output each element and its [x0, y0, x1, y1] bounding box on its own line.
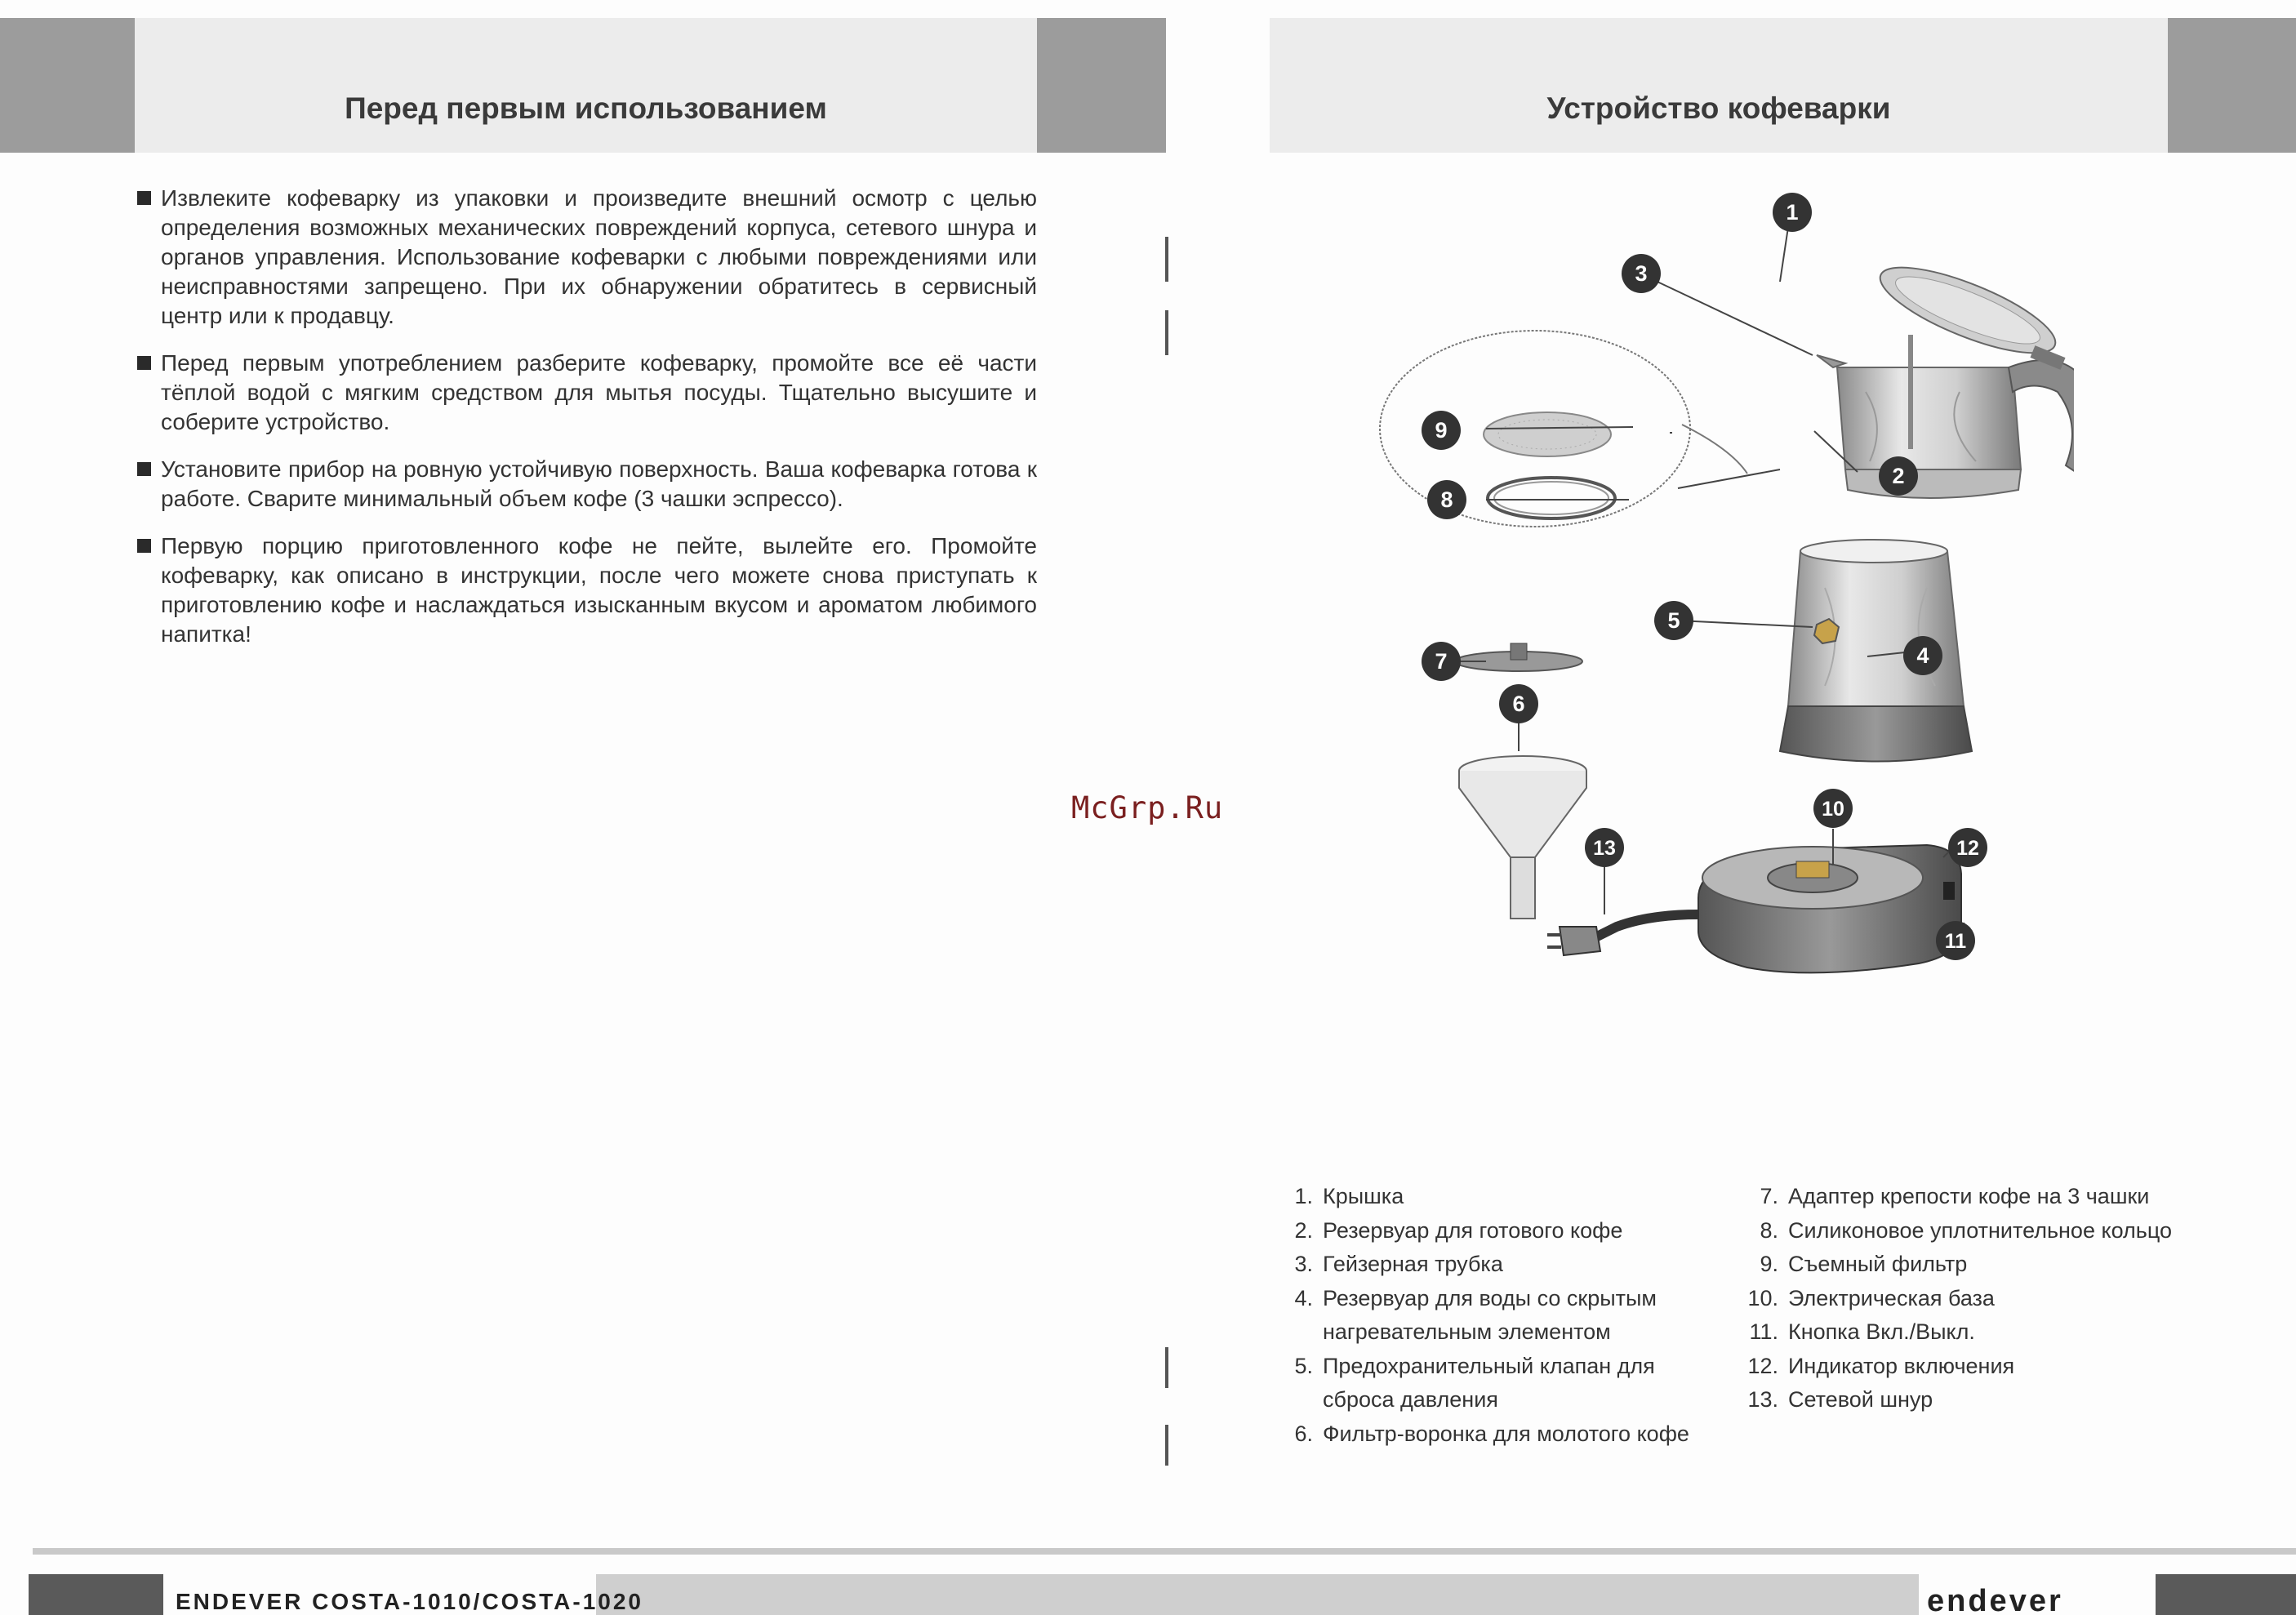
- callout-11: [1936, 921, 1975, 960]
- spine-mark: [1165, 1425, 1168, 1466]
- electric-base-part: [1698, 845, 1961, 972]
- list-item: 1. Крышка: [1294, 1184, 1404, 1208]
- svg-text:11: 11: [1944, 930, 1967, 953]
- list-item: 2. Резервуар для готового кофе: [1294, 1217, 1623, 1243]
- footer-dark-block-right: [2156, 1574, 2296, 1615]
- bullet-square-icon: [137, 356, 151, 370]
- callout-13: [1585, 828, 1624, 867]
- right-header-dark-block: [2168, 18, 2296, 153]
- svg-text:9: 9: [1435, 418, 1448, 443]
- water-tank-part: [1780, 540, 1972, 762]
- strength-adapter-part: [1455, 643, 1582, 671]
- svg-text:13: 13: [1593, 837, 1616, 860]
- callout-3: [1622, 254, 1661, 293]
- callout-9: [1422, 411, 1461, 450]
- list-item: Первую порцию приготовленного кофе не пейте, вылейте его. Промойте кофеварку, как описано в инструкции, после чего можете снова приступать к приготовлению кофе и наслаждаться изысканным вкусом и ароматом любимого напитка!: [135, 532, 1037, 649]
- callout-4: [1903, 636, 1942, 675]
- left-header-dark-block-left: [0, 18, 135, 153]
- footer-band-left: [596, 1574, 1919, 1615]
- funnel-filter-part: [1459, 756, 1586, 919]
- list-item: 13. Сетевой шнур: [1747, 1387, 1933, 1412]
- svg-text:12: 12: [1956, 837, 1979, 860]
- svg-text:7: 7: [1435, 649, 1448, 674]
- bullet-square-icon: [137, 191, 151, 205]
- parts-list-right: [1747, 1180, 2172, 1417]
- bullet-square-icon: [137, 539, 151, 553]
- list-item: Извлеките кофеварку из упаковки и произведите внешний осмотр с целью определения возможных механических повреждений корпуса, сетевого шнура и органов управления. Использование кофеварки с любыми повреждениями или неисправностями запрещено. При их обнаружении обратитесь в сервисный центр или к продавцу.: [135, 184, 1037, 331]
- list-item: 9. Съемный фильтр: [1760, 1252, 1968, 1276]
- callout-1: [1773, 193, 1812, 232]
- svg-text:8: 8: [1440, 487, 1453, 512]
- removable-filter-part: [1484, 412, 1611, 456]
- list-item: Установите прибор на ровную устойчивую поверхность. Ваша кофеварка готова к работе. Сварите минимальный объем кофе (3 чашки эспрессо).: [135, 455, 1037, 514]
- right-page-title: Устройство кофеварки: [1546, 91, 1891, 125]
- watermark: McGrp.Ru: [1071, 790, 1224, 825]
- svg-text:4: 4: [1916, 643, 1929, 668]
- callout-2: [1879, 456, 1918, 496]
- list-item: 12. Индикатор включения: [1747, 1353, 2015, 1378]
- coffee-maker-diagram: [1355, 180, 2074, 996]
- list-item: 10. Электрическая база: [1747, 1285, 1995, 1310]
- bullet-square-icon: [137, 462, 151, 476]
- list-item: 7. Адаптер крепости кофе на 3 чашки: [1760, 1184, 2150, 1208]
- left-header-dark-block-right: [1037, 18, 1166, 153]
- power-cord-part: [1547, 914, 1698, 955]
- footer-line: [33, 1548, 2296, 1555]
- callout-5: [1654, 601, 1693, 640]
- spine-mark: [1165, 237, 1168, 282]
- list-item: 5. Предохранительный клапан для сброса давления: [1294, 1353, 1655, 1412]
- footer-model-text: ENDEVER COSTA-1010/COSTA-1020: [176, 1589, 643, 1614]
- spine-mark: [1165, 310, 1168, 355]
- parts-list-left: [1282, 1180, 1723, 1451]
- svg-text:6: 6: [1512, 692, 1525, 716]
- footer-brand-logo: endever: [1927, 1584, 2063, 1615]
- svg-text:3: 3: [1635, 261, 1648, 286]
- callout-10: [1813, 789, 1853, 828]
- callout-12: [1948, 828, 1987, 867]
- list-item: 11. Кнопка Вкл./Выкл.: [1749, 1319, 1975, 1344]
- list-item: 4. Резервуар для воды со скрытым нагревательным элементом: [1294, 1285, 1657, 1344]
- svg-text:5: 5: [1667, 608, 1680, 633]
- svg-text:10: 10: [1822, 798, 1844, 821]
- right-header-band: [1270, 18, 2168, 153]
- silicone-ring-part: [1488, 478, 1615, 518]
- callout-8: [1427, 480, 1466, 519]
- spine-mark: [1165, 1347, 1168, 1388]
- footer-dark-block-left: [29, 1574, 163, 1615]
- svg-text:2: 2: [1892, 464, 1905, 488]
- list-item: 3. Гейзерная трубка: [1294, 1252, 1503, 1276]
- callout-6: [1499, 684, 1538, 723]
- list-item: Перед первым употреблением разберите кофеварку, промойте все её части тёплой водой с мягким средством для мытья посуды. Тщательно высушите и соберите устройство.: [135, 349, 1037, 437]
- svg-text:1: 1: [1786, 200, 1799, 225]
- lid-part: [1871, 251, 2065, 370]
- left-header-band: [135, 18, 1037, 153]
- list-item: 6. Фильтр-воронка для молотого кофе: [1294, 1421, 1689, 1446]
- list-item: 8. Силиконовое уплотнительное кольцо: [1760, 1217, 2172, 1243]
- left-page-title: Перед первым использованием: [345, 91, 827, 125]
- callout-7: [1422, 642, 1461, 681]
- instructions-list: [135, 184, 1037, 667]
